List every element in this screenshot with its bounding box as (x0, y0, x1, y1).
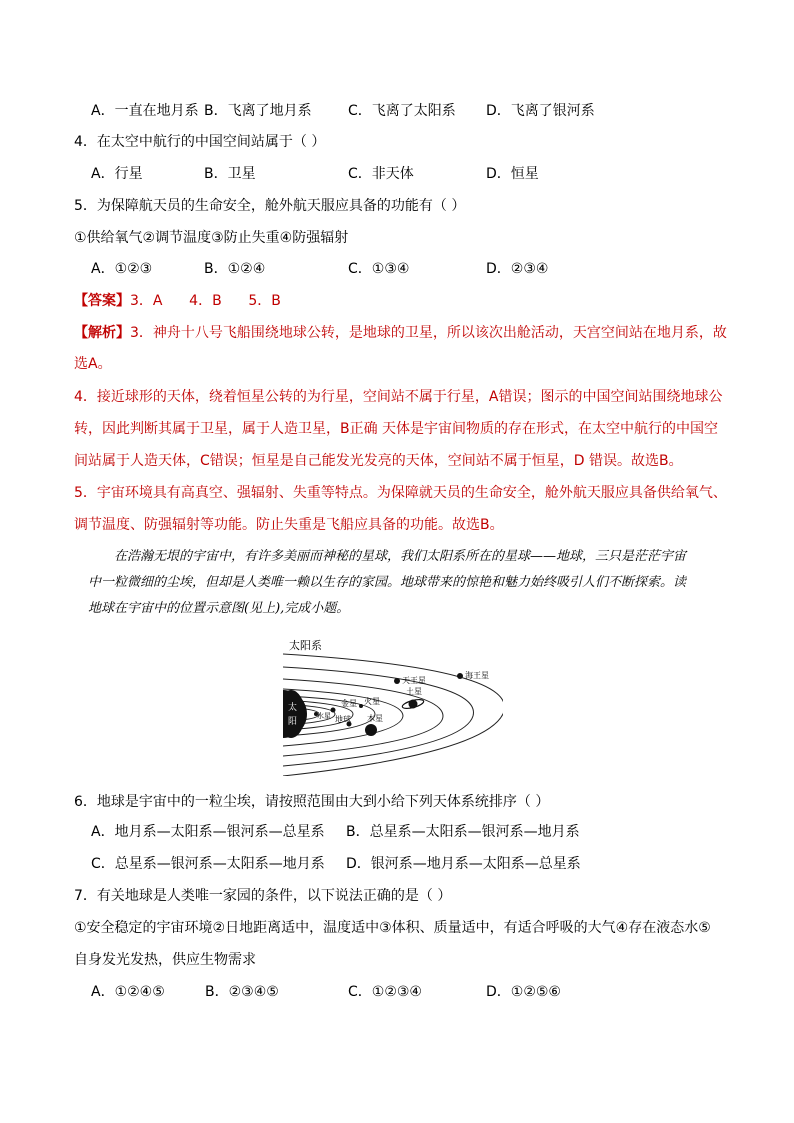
analysis-3-line-1: 3．神舟十八号飞船围绕地球公转，是地球的卫星，所以该次出舱活动，天宫空间站在地月系，故 (130, 325, 727, 341)
diagram-title: 太阳系 (289, 639, 322, 652)
q3-options (91, 101, 711, 121)
reading-passage (88, 544, 728, 622)
neptune-label: 海王星 (465, 671, 489, 680)
sun-label-1: 太 (288, 703, 298, 713)
mars-label: 火星 (364, 697, 380, 706)
q5-option-a: A．①②③ (91, 261, 153, 277)
analysis-line-1 (74, 323, 727, 343)
q7-option-d: D．①②⑤⑥ (486, 984, 561, 1000)
saturn-label: 土星 (406, 687, 422, 696)
analysis-tag: 【解析】 (74, 325, 130, 341)
analysis-5-line-1: 5．宇宙环境具有高真空、强辐射、失重等特点。为保障就天员的生命安全，舱外航天服应具备供给氧气、 (74, 485, 727, 501)
passage-line-2: 中一粒微细的尘埃，但却是人类唯一赖以生存的家园。地球带来的惊艳和魅力始终吸引人们不断探索。读 (88, 575, 687, 590)
uranus-label: 天王星 (402, 676, 426, 685)
uranus-dot (394, 678, 400, 684)
mars-dot (359, 704, 363, 708)
q5-option-c: C．①③④ (348, 261, 410, 277)
q3-option-c: C．飞离了太阳系 (348, 103, 456, 119)
passage-line-1: 在浩瀚无垠的宇宙中，有许多美丽而神秘的星球，我们太阳系所在的星球——地球，三只是茫茫宇宙 (114, 549, 687, 564)
q4-option-b: B．卫星 (204, 166, 256, 182)
answer-tag: 【答案】 (74, 293, 130, 309)
q5-stem: 5．为保障航天员的生命安全，舱外航天服应具备的功能有（ ） (74, 198, 466, 214)
analysis-4-line-1: 4．接近球形的天体，绕着恒星公转的为行星，空间站不属于行星，A错误；图示的中国空间站围绕地球公 (74, 389, 723, 405)
q4-option-d: D．恒星 (486, 166, 539, 182)
q6-option-d: D．银河系—地月系—太阳系—总星系 (346, 856, 581, 872)
mercury-label: 水星 (317, 712, 331, 720)
q6-options (91, 822, 711, 874)
q4-option-c: C．非天体 (348, 166, 414, 182)
jupiter-label: 木星 (367, 714, 383, 723)
venus-label: 金星 (341, 699, 357, 708)
q6-option-a: A．地月系—太阳系—银河系—总星系 (91, 824, 325, 840)
q7-statements-line-2: 自身发光发热，供应生物需求 (74, 952, 256, 968)
sun-label-2: 阳 (288, 717, 298, 727)
q3-option-d: D．飞离了银河系 (486, 103, 595, 119)
analysis-3-line-2: 选A。 (74, 356, 112, 372)
q5-option-d: D．②③④ (486, 261, 549, 277)
q7-option-c: C．①②③④ (348, 984, 422, 1000)
venus-dot (331, 708, 336, 713)
q4-stem: 4．在太空中航行的中国空间站属于（ ） (74, 134, 326, 150)
diagram-background (283, 634, 503, 776)
q6-option-c: C．总星系—银河系—太阳系—地月系 (91, 856, 325, 872)
passage-line-3: 地球在宇宙中的位置示意图(见上),完成小题。 (88, 601, 350, 616)
q3-option-a: A．一直在地月系 (91, 103, 199, 119)
analysis-4-line-2: 转，因此判断其属于卫星，属于人造卫星，B正确 天体是宇宙间物质的存在形式，在太空中航行的中国空 (74, 421, 719, 437)
q3-option-b: B．飞离了地月系 (204, 103, 312, 119)
q5-options (91, 259, 711, 279)
analysis-5-line-2: 调节温度、防强辐射等功能。防止失重是飞船应具备的功能。故选B。 (74, 517, 504, 533)
q5-option-b: B．①②④ (204, 261, 266, 277)
analysis-4-line-3: 间站属于人造天体，C错误；恒星是自己能发光发亮的天体，空间站不属于恒星，D 错误。故选B。 (74, 453, 683, 469)
q7-statements-line-1: ①安全稳定的宇宙环境②日地距离适中，温度适中③体积、质量适中，有适合呼吸的大气④存在液态水⑤ (74, 920, 711, 936)
q7-option-b: B．②③④⑤ (205, 984, 279, 1000)
q6-stem: 6．地球是宇宙中的一粒尘埃，请按照范围由大到小给下列天体系统排序（ ） (74, 794, 550, 810)
answer-line (74, 291, 281, 311)
neptune-dot (457, 673, 463, 679)
q7-stem: 7．有关地球是人类唯一家园的条件，以下说法正确的是（ ） (74, 888, 452, 904)
solar-system-diagram (283, 634, 503, 776)
q6-option-b: B．总星系—太阳系—银河系—地月系 (346, 824, 580, 840)
q7-options (91, 982, 711, 1002)
jupiter-dot (365, 724, 377, 736)
q4-option-a: A．行星 (91, 166, 143, 182)
q7-option-a: A．①②④⑤ (91, 984, 165, 1000)
earth-label: 地球 (335, 715, 351, 724)
q4-options (91, 164, 711, 184)
answer-text: 3．A 4．B 5．B (130, 293, 281, 309)
q5-statements: ①供给氧气②调节温度③防止失重④防强辐射 (74, 230, 349, 246)
